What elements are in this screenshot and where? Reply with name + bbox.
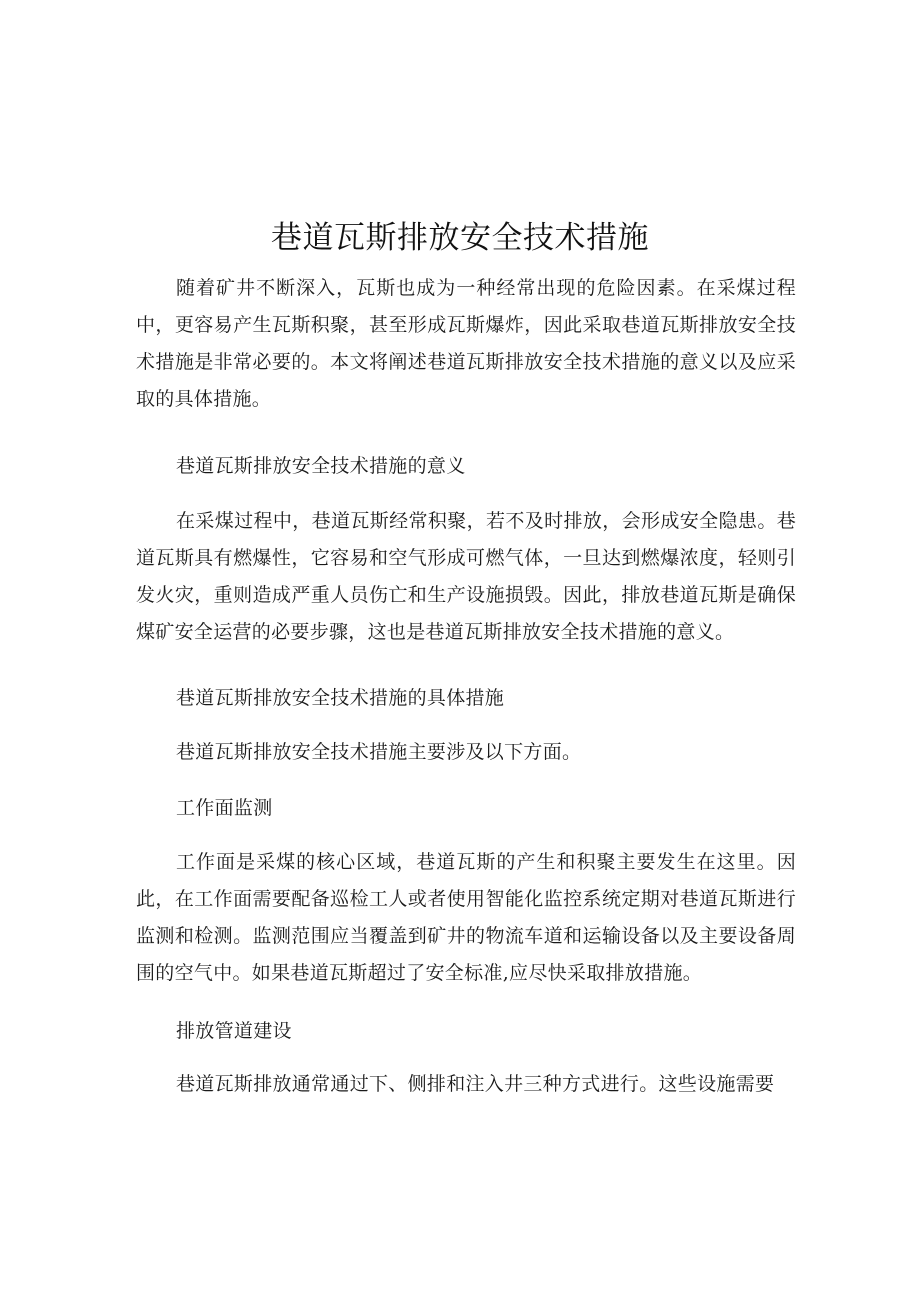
pipeline-paragraph: 巷道瓦斯排放通常通过下、侧排和注入井三种方式进行。这些设施需要 <box>176 1073 775 1095</box>
measures-summary: 巷道瓦斯排放安全技术措施主要涉及以下方面。 <box>176 741 582 763</box>
monitoring-paragraph: 工作面是采煤的核心区域，巷道瓦斯的产生和积聚主要发生在这里。因此，在工作面需要配备巡检工人或者使用智能化监控系统定期对巷道瓦斯进行监测和检测。监测范围应当覆盖到矿井的物流车道和运输设备以及主要设备周围的空气中。如果巷道瓦斯超过了安全标准,应尽快采取排放措施。 <box>136 851 796 984</box>
significance-paragraph: 在采煤过程中，巷道瓦斯经常积聚，若不及时排放，会形成安全隐患。巷道瓦斯具有燃爆性，它容易和空气形成可燃气体，一旦达到燃爆浓度，轻则引发火灾，重则造成严重人员伤亡和生产设施损毁。因此，排放巷道瓦斯是确保煤矿安全运营的必要步骤，这也是巷道瓦斯排放安全技术措施的意义。 <box>136 510 796 643</box>
intro-paragraph: 随着矿井不断深入，瓦斯也成为一种经常出现的危险因素。在采煤过程中，更容易产生瓦斯积聚，甚至形成瓦斯爆炸，因此采取巷道瓦斯排放安全技术措施是非常必要的。本文将阐述巷道瓦斯排放安全技术措施的意义以及应采取的具体措施。 <box>136 277 796 410</box>
monitoring-heading: 工作面监测 <box>176 797 273 819</box>
document-title: 巷道瓦斯排放安全技术措施 <box>271 220 649 256</box>
significance-heading: 巷道瓦斯排放安全技术措施的意义 <box>176 455 466 477</box>
measures-heading: 巷道瓦斯排放安全技术措施的具体措施 <box>176 687 505 709</box>
pipeline-heading: 排放管道建设 <box>176 1020 292 1042</box>
